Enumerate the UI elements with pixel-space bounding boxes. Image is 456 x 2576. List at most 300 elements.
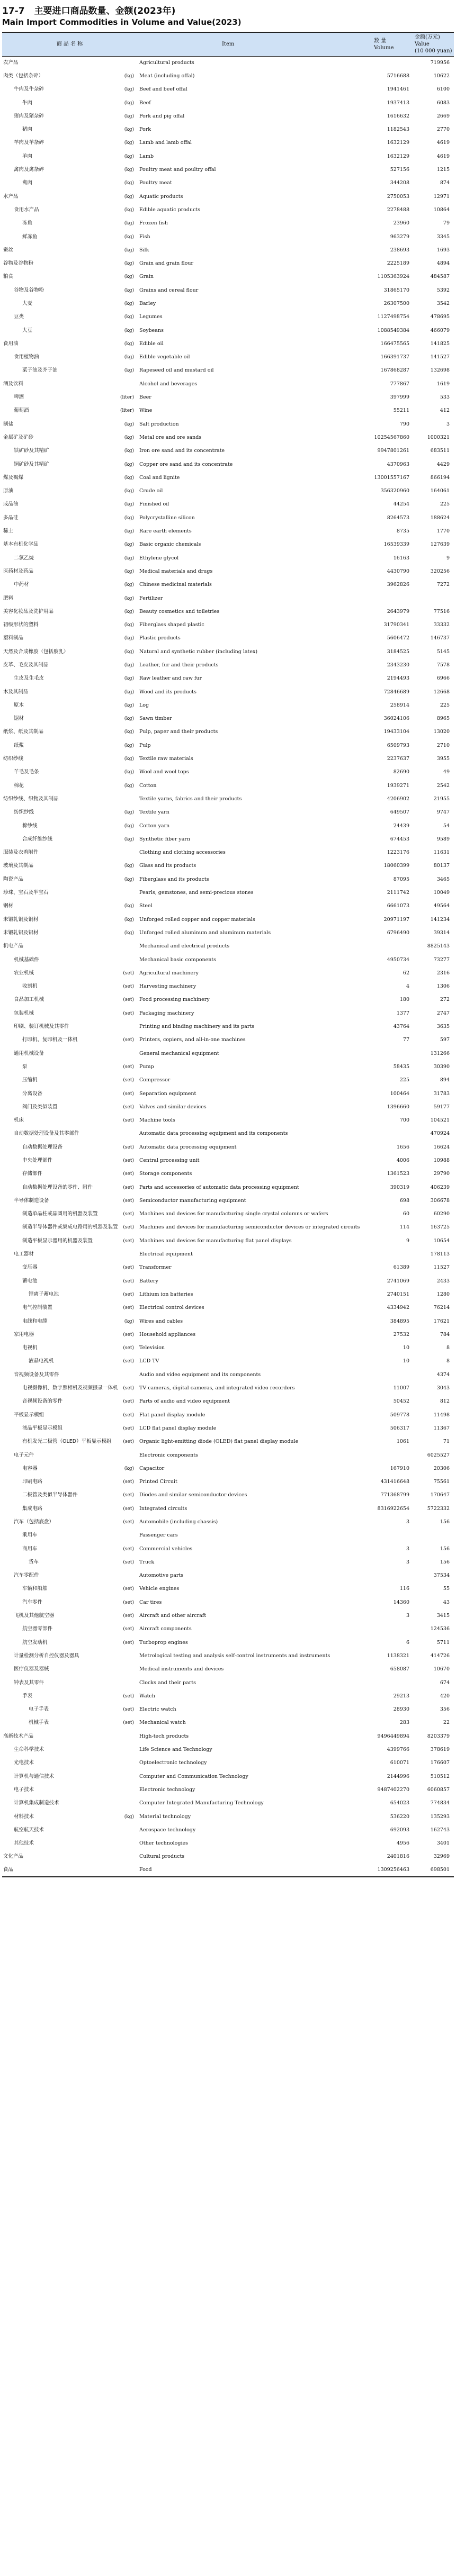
commodity-name-zh — [2, 1596, 137, 1609]
commodity-name-en: Electronic components — [139, 1452, 198, 1458]
commodity-name-zh — [2, 458, 137, 471]
table-row — [2, 1208, 454, 1221]
commodity-name-en: Beef and beef offal — [139, 86, 187, 93]
commodity-name-en: Leather, fur and their products — [139, 662, 219, 668]
commodity-name-zh-text: 猪肉及猪杂碎 — [14, 113, 44, 119]
commodity-name-zh-text: 未锻轧铝及铝材 — [3, 929, 39, 936]
commodity-name-zh — [2, 96, 137, 110]
value-cell: 812 — [440, 1398, 450, 1405]
table-number: 17-7 — [2, 6, 25, 16]
commodity-name-zh — [2, 1609, 137, 1622]
commodity-name-zh-text: 制盐 — [3, 421, 14, 427]
commodity-unit: (liter) — [120, 395, 134, 401]
table-row — [2, 1730, 454, 1743]
commodity-name-zh — [2, 1716, 137, 1730]
table-title-zh — [2, 5, 454, 17]
value-cell: 674 — [440, 1679, 450, 1686]
commodity-name-zh — [2, 552, 137, 565]
commodity-name-en: Flat panel display module — [139, 1412, 205, 1418]
commodity-name-en: Edible oil — [139, 340, 164, 347]
volume-cell: 13001557167 — [374, 474, 409, 481]
commodity-unit: (kg) — [124, 743, 134, 748]
commodity-name-en: Electronic technology — [139, 1786, 195, 1793]
commodity-unit: (kg) — [124, 127, 134, 133]
commodity-name-zh — [2, 1757, 137, 1770]
commodity-unit: (set) — [123, 1493, 134, 1498]
commodity-name-zh — [2, 418, 137, 431]
value-cell: 124536 — [430, 1626, 450, 1632]
table-row — [2, 177, 454, 190]
commodity-unit: (set) — [123, 1479, 134, 1485]
commodity-name-zh-text: 食用水产品 — [14, 206, 39, 213]
volume-cell: 692093 — [390, 1827, 409, 1833]
commodity-name-en: Iron ore sand and its concentrate — [139, 448, 225, 454]
commodity-name-en: Food — [137, 1864, 373, 1877]
commodity-unit: (set) — [123, 1613, 134, 1619]
commodity-unit: (set) — [123, 1185, 134, 1190]
table-row — [2, 190, 454, 203]
commodity-name-zh — [2, 712, 137, 726]
volume-cell: 167868287 — [380, 367, 409, 374]
volume-cell: 3 — [406, 1559, 409, 1565]
commodity-unit: (kg) — [124, 863, 134, 869]
volume-cell: 77 — [403, 1037, 409, 1043]
commodity-unit: (set) — [123, 1626, 134, 1632]
commodity-name-zh — [2, 900, 137, 913]
commodity-unit: (kg) — [124, 917, 134, 923]
commodity-unit: (set) — [123, 1010, 134, 1016]
commodity-unit: (set) — [123, 1118, 134, 1124]
commodity-name-en: Parts of audio and video equipment — [139, 1398, 230, 1405]
table-row — [2, 752, 454, 765]
value-cell: 16624 — [433, 1144, 450, 1150]
commodity-name-zh — [2, 1127, 137, 1141]
table-body — [2, 56, 454, 1877]
value-cell: 170647 — [430, 1492, 450, 1498]
commodity-unit: (set) — [123, 1506, 134, 1512]
commodity-name-zh — [2, 1663, 137, 1676]
commodity-name-zh-text: 其他技术 — [14, 1840, 34, 1847]
header-volume-zh: 数 量 — [374, 38, 387, 44]
volume-cell: 654023 — [390, 1800, 409, 1806]
commodity-unit: (set) — [123, 1399, 134, 1405]
table-row — [2, 860, 454, 873]
commodity-name-zh — [2, 243, 137, 257]
commodity-name-en: Beer — [139, 394, 151, 401]
value-cell: 11527 — [433, 1264, 450, 1271]
volume-cell: 43764 — [393, 1024, 409, 1030]
commodity-name-zh — [2, 1301, 137, 1315]
commodity-name-en: Wires and cables — [139, 1318, 183, 1324]
table-row — [2, 538, 454, 552]
commodity-name-zh — [2, 1381, 137, 1395]
commodity-name-zh-text: 航空器零部件 — [22, 1626, 53, 1632]
commodity-name-zh-text: 牛肉及牛杂碎 — [14, 86, 44, 93]
value-cell: 11498 — [433, 1412, 450, 1418]
value-cell: 164061 — [430, 488, 450, 494]
commodity-name-zh-text: 手表 — [22, 1693, 33, 1699]
commodity-name-zh — [2, 1703, 137, 1716]
value-cell: 10654 — [433, 1237, 450, 1244]
table-row — [2, 1663, 454, 1676]
table-row — [2, 297, 454, 310]
commodity-name-zh — [2, 592, 137, 605]
value-cell: 8 — [446, 1358, 450, 1364]
table-row — [2, 1395, 454, 1408]
commodity-unit: (kg) — [124, 676, 134, 682]
commodity-name-zh — [2, 1850, 137, 1864]
commodity-unit: (kg) — [124, 836, 134, 842]
volume-cell: 1396660 — [387, 1104, 409, 1110]
value-cell: 1770 — [436, 528, 450, 535]
commodity-name-zh-text: 羊肉 — [22, 153, 33, 159]
value-cell: 146737 — [430, 635, 450, 641]
commodity-unit: (kg) — [124, 636, 134, 641]
table-row — [2, 766, 454, 779]
table-row — [2, 1114, 454, 1127]
commodity-name-zh — [2, 1770, 137, 1783]
table-row — [2, 833, 454, 846]
volume-cell: 4206902 — [387, 796, 409, 802]
commodity-unit: (set) — [123, 1212, 134, 1217]
commodity-name-zh — [2, 404, 137, 418]
table-row — [2, 672, 454, 685]
volume-cell: 649507 — [390, 809, 409, 816]
volume-cell: 10 — [403, 1358, 409, 1364]
commodity-name-zh — [2, 377, 137, 391]
commodity-name-zh — [2, 726, 137, 739]
commodity-unit: (kg) — [124, 823, 134, 829]
commodity-unit: (kg) — [124, 261, 134, 267]
value-cell: 49564 — [433, 903, 450, 909]
volume-cell: 16539339 — [383, 541, 409, 548]
commodity-name-zh-text: 音视频设备的零件 — [22, 1398, 63, 1405]
table-row — [2, 324, 454, 337]
table-row — [2, 110, 454, 123]
value-cell: 4619 — [436, 140, 450, 146]
commodity-name-zh — [2, 953, 137, 966]
volume-cell: 3184525 — [387, 648, 409, 655]
commodity-name-zh-text: 纺织纱线、织物及其制品 — [3, 796, 59, 802]
value-cell: 29790 — [433, 1171, 450, 1177]
commodity-name-zh-text: 禽肉 — [22, 180, 33, 186]
table-row — [2, 1515, 454, 1529]
commodity-name-zh — [2, 1489, 137, 1502]
commodity-unit: (kg) — [124, 1814, 134, 1820]
commodity-name-zh — [2, 1730, 137, 1743]
commodity-name-zh-text: 泵 — [22, 1063, 28, 1070]
commodity-name-zh-text: 文化产品 — [3, 1854, 24, 1860]
commodity-name-en: Copper ore sand and its concentrate — [139, 461, 233, 467]
commodity-name-zh-text: 农业机械 — [14, 970, 34, 976]
commodity-name-zh — [2, 137, 137, 150]
commodity-name-zh — [2, 1676, 137, 1689]
commodity-name-zh-text: 材料技术 — [14, 1813, 34, 1820]
commodity-name-zh-text: 电子技术 — [14, 1786, 34, 1793]
commodity-name-zh-text: 皮革、毛皮及其制品 — [3, 662, 49, 668]
commodity-name-zh — [2, 297, 137, 310]
volume-cell: 36024106 — [383, 716, 409, 722]
commodity-name-zh — [2, 1502, 137, 1515]
commodity-name-zh — [2, 658, 137, 672]
volume-cell: 509778 — [390, 1412, 409, 1418]
commodity-name-zh — [2, 1328, 137, 1341]
commodity-unit: (kg) — [124, 368, 134, 374]
commodity-unit: (set) — [123, 997, 134, 1003]
commodity-name-zh — [2, 1449, 137, 1462]
commodity-name-zh — [2, 1234, 137, 1248]
commodity-name-en: Printers, copiers, and all-in-one machines — [139, 1037, 246, 1043]
commodity-name-zh — [2, 940, 137, 953]
commodity-name-zh-text: 分离设备 — [22, 1090, 43, 1097]
commodity-name-zh-text: 航空发动机 — [22, 1639, 48, 1646]
value-cell: 784 — [440, 1331, 450, 1337]
volume-cell: 2401816 — [387, 1854, 409, 1860]
value-cell: 412 — [440, 408, 450, 414]
volume-cell: 10 — [403, 1345, 409, 1351]
commodity-name-zh — [2, 1261, 137, 1275]
volume-cell: 2750053 — [387, 193, 409, 200]
commodity-name-zh — [2, 311, 137, 324]
volume-cell: 26307500 — [383, 300, 409, 306]
commodity-name-en: Computer Integrated Manufacturing Technology — [139, 1800, 264, 1806]
commodity-name-en: Integrated circuits — [139, 1505, 187, 1512]
commodity-name-zh — [2, 525, 137, 538]
commodity-name-en: Electrical control devices — [139, 1305, 204, 1311]
volume-cell: 180 — [399, 997, 409, 1003]
value-cell: 12668 — [433, 689, 450, 695]
commodity-unit: (kg) — [124, 810, 134, 816]
commodity-name-zh-text: 食用油 — [3, 340, 19, 347]
table-row — [2, 1315, 454, 1328]
value-cell: 2747 — [436, 1010, 450, 1016]
commodity-unit: (set) — [123, 1064, 134, 1070]
commodity-name-en: Ethylene glycol — [139, 555, 179, 561]
table-row — [2, 1047, 454, 1060]
commodity-name-zh-text: 电工器材 — [14, 1251, 34, 1258]
commodity-name-en: Automobile (including chassis) — [139, 1519, 218, 1525]
commodity-name-zh — [2, 56, 137, 69]
table-row — [2, 618, 454, 631]
value-cell: 8825143 — [427, 943, 450, 950]
table-row — [2, 1007, 454, 1020]
commodity-name-zh-text: 谷物及谷物粉 — [14, 287, 44, 293]
commodity-unit: (set) — [123, 1144, 134, 1150]
commodity-name-zh — [2, 1743, 137, 1756]
volume-cell: 4430790 — [387, 568, 409, 574]
commodity-name-en: Machines and devices for manufacturing semiconductor devices or integrated circuits — [139, 1224, 360, 1231]
value-cell: 141234 — [430, 916, 450, 923]
volume-cell: 9496449894 — [377, 1733, 409, 1739]
commodity-name-zh-text: 机械手表 — [29, 1720, 49, 1726]
volume-cell: 31790341 — [383, 622, 409, 628]
commodity-name-zh-text: 合成纤维纱线 — [22, 836, 53, 842]
volume-cell: 397999 — [390, 394, 409, 401]
commodity-unit: (kg) — [124, 355, 134, 360]
commodity-name-en: Frozen fish — [139, 220, 168, 227]
table-row — [2, 1168, 454, 1181]
value-cell: 10864 — [433, 206, 450, 213]
volume-cell — [373, 1623, 414, 1636]
commodity-name-zh — [2, 431, 137, 444]
commodity-name-en: Textile yarn — [139, 809, 169, 816]
commodity-name-en: Computer and Communication Technology — [139, 1773, 248, 1779]
commodity-unit: (kg) — [124, 689, 134, 695]
commodity-unit: (kg) — [124, 555, 134, 561]
commodity-unit: (set) — [123, 1305, 134, 1311]
commodity-name-en: High-tech products — [139, 1733, 189, 1739]
commodity-unit: (kg) — [124, 100, 134, 106]
commodity-name-zh-text: 服装及衣着附件 — [3, 849, 39, 856]
volume-cell: 3962826 — [387, 582, 409, 588]
table-row — [2, 1542, 454, 1556]
volume-cell: 2740151 — [387, 1291, 409, 1297]
commodity-name-en: Machines and devices for manufacturing single crystal columns or wafers — [139, 1211, 328, 1217]
commodity-name-zh — [2, 1047, 137, 1060]
commodity-name-en: Poultry meat — [139, 180, 172, 186]
commodity-unit: (kg) — [124, 609, 134, 614]
commodity-name-en: Grains and cereal flour — [139, 287, 199, 293]
commodity-name-zh-text: 飞机及其他航空器 — [14, 1613, 55, 1619]
commodity-name-zh-text: 珍珠、宝石及半宝石 — [3, 890, 49, 896]
commodity-name-zh — [2, 1194, 137, 1207]
commodity-name-zh-text: 煤及褐煤 — [3, 474, 24, 481]
volume-cell: 9487402270 — [377, 1786, 409, 1793]
commodity-unit: (liter) — [120, 408, 134, 414]
table-row — [2, 1288, 454, 1301]
commodity-unit: (kg) — [124, 582, 134, 588]
volume-cell: 1941461 — [387, 86, 409, 93]
commodity-name-zh-text: 肥料 — [3, 595, 14, 601]
commodity-name-zh-text: 羊毛及毛条 — [14, 769, 39, 775]
volume-cell: 62 — [403, 970, 409, 976]
commodity-name-en: Unforged rolled copper and copper materials — [139, 916, 255, 923]
value-cell: 20306 — [433, 1465, 450, 1471]
commodity-name-zh-text: 高新技术产品 — [3, 1733, 34, 1739]
value-cell: 5392 — [436, 287, 450, 293]
commodity-unit: (set) — [123, 1278, 134, 1284]
volume-cell: 674453 — [390, 836, 409, 842]
commodity-name-en: Separation equipment — [139, 1090, 196, 1097]
table-row — [2, 150, 454, 163]
volume-cell: 58435 — [393, 1063, 409, 1070]
commodity-name-zh-text: 计算机与通信技术 — [14, 1773, 55, 1779]
table-row — [2, 1034, 454, 1047]
commodity-name-zh-text: 肉类（包括杂碎） — [3, 73, 44, 79]
volume-cell: 60 — [403, 1211, 409, 1217]
value-cell: 156 — [440, 1559, 450, 1565]
commodity-name-zh-text: 纺织纱线 — [14, 809, 34, 816]
commodity-unit: (kg) — [124, 1466, 134, 1471]
commodity-unit: (set) — [123, 1559, 134, 1565]
value-cell: 9747 — [436, 809, 450, 816]
commodity-name-zh-text: 纸浆、纸及其制品 — [3, 729, 44, 735]
commodity-name-zh — [2, 1248, 137, 1261]
value-cell: 9 — [446, 555, 450, 561]
commodity-name-en: Harvesting machinery — [139, 983, 196, 990]
commodity-name-zh — [2, 886, 137, 899]
table-row — [2, 1716, 454, 1730]
commodity-name-en: Parts and accessories of automatic data processing equipment — [139, 1184, 299, 1190]
value-cell: 141527 — [430, 354, 450, 360]
volume-cell: 258914 — [390, 702, 409, 708]
commodity-name-en: Other technologies — [139, 1840, 188, 1847]
table-row — [2, 364, 454, 377]
commodity-unit: (kg) — [124, 930, 134, 936]
table-row — [2, 56, 454, 69]
commodity-name-zh-text: 航空航天技术 — [14, 1827, 44, 1833]
commodity-name-en: Polycrystalline silicon — [139, 514, 195, 521]
commodity-name-zh — [2, 123, 137, 136]
commodity-name-en: Semiconductor manufacturing equipment — [139, 1197, 246, 1204]
table-row — [2, 1275, 454, 1288]
commodity-name-zh-text: 食品加工机械 — [14, 997, 44, 1003]
volume-cell: 87095 — [393, 876, 409, 882]
value-cell: 1693 — [436, 247, 450, 253]
commodity-name-zh — [2, 1342, 137, 1355]
commodity-unit: (set) — [123, 1037, 134, 1043]
table-row — [2, 1234, 454, 1248]
commodity-name-en: Car tires — [139, 1599, 162, 1605]
commodity-unit: (kg) — [124, 568, 134, 574]
commodity-unit: (kg) — [124, 87, 134, 93]
table-row — [2, 217, 454, 230]
volume-cell: 6796490 — [387, 929, 409, 936]
value-cell: 10622 — [433, 73, 450, 79]
commodity-name-zh-text: 纺织纱线 — [3, 756, 24, 762]
commodity-unit: (kg) — [124, 448, 134, 454]
volume-cell: 506317 — [390, 1425, 409, 1431]
volume-cell: 31865170 — [383, 287, 409, 293]
value-cell — [414, 1529, 454, 1542]
value-cell: 141825 — [430, 340, 450, 347]
volume-cell: 6 — [406, 1639, 409, 1646]
commodity-name-zh — [2, 1020, 137, 1033]
commodity-name-zh-text: 自动数据处理设备 — [22, 1144, 63, 1150]
value-cell: 37534 — [433, 1572, 450, 1579]
volume-cell: 3 — [406, 1545, 409, 1552]
commodity-name-zh-text: 计算机集成制造技术 — [14, 1800, 59, 1806]
table-row — [2, 270, 454, 284]
volume-cell: 356320960 — [380, 488, 409, 494]
commodity-name-zh — [2, 1823, 137, 1837]
volume-cell: 2225189 — [387, 260, 409, 267]
value-cell: 774834 — [430, 1800, 450, 1806]
commodity-name-en: Beef — [139, 100, 151, 106]
value-cell: 414726 — [430, 1652, 450, 1659]
commodity-name-zh — [2, 1435, 137, 1449]
table-row — [2, 1529, 454, 1542]
volume-cell: 23960 — [393, 220, 409, 227]
commodity-name-en: Pulp — [139, 742, 151, 748]
table-row — [2, 605, 454, 618]
commodity-name-zh — [2, 1368, 137, 1381]
value-cell: 80137 — [433, 863, 450, 869]
commodity-name-zh-text: 医药材及药品 — [3, 568, 34, 574]
header-value-zh: 金额(万元) — [415, 34, 440, 41]
commodity-name-en: Barley — [139, 300, 156, 306]
table-row — [2, 1676, 454, 1689]
value-cell: 874 — [440, 180, 450, 186]
commodity-unit: (kg) — [124, 314, 134, 320]
commodity-name-zh-text: 陶瓷产品 — [3, 876, 24, 882]
commodity-name-zh-text: 食用植物油 — [14, 354, 39, 360]
value-cell: 71 — [443, 1439, 450, 1445]
commodity-name-zh-text: 音视频设备及其零件 — [14, 1371, 59, 1378]
commodity-name-zh-text: 变压器 — [22, 1264, 38, 1271]
volume-cell: 2237637 — [387, 756, 409, 762]
commodity-name-zh-text: 存储部件 — [22, 1171, 43, 1177]
